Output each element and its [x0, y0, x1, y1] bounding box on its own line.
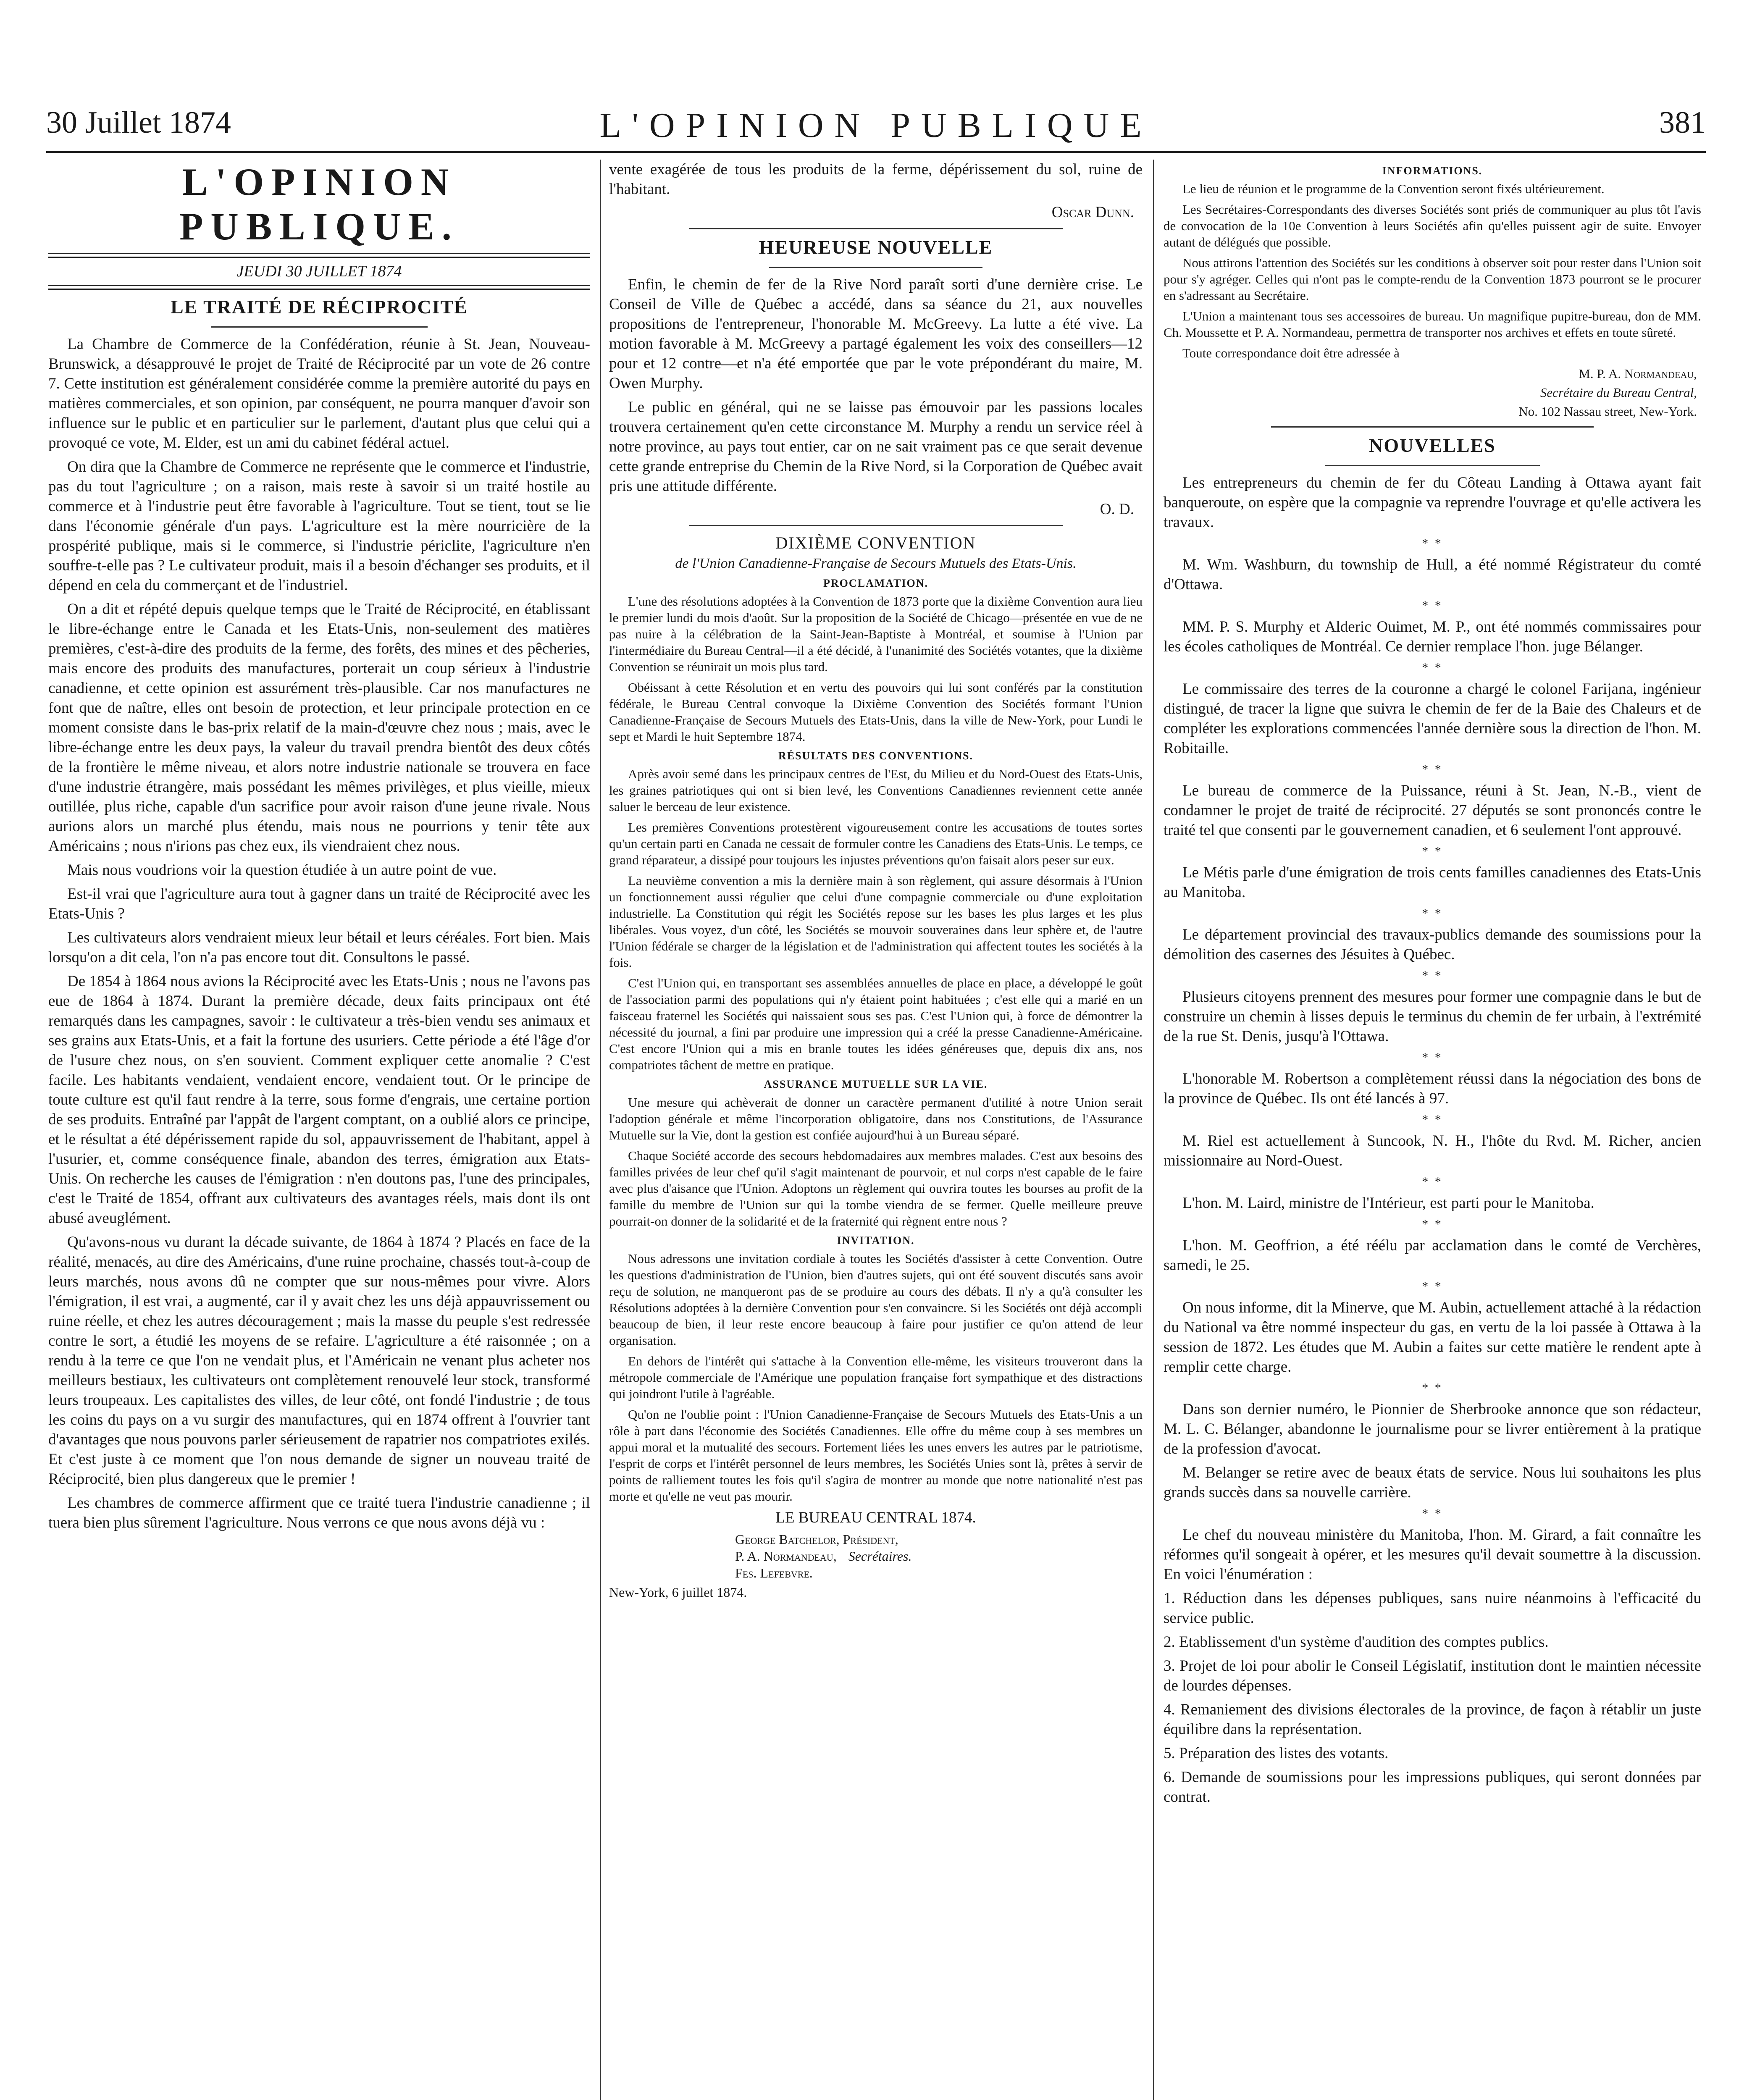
section-heading: RÉSULTATS DES CONVENTIONS. [778, 750, 974, 762]
article-paragraph: Une mesure qui achèverait de donner un caractère permanent d'utilité à notre Union serait l'adoption générale et même l'incorporation obligatoire, dans nos Constitutions, de l'Assurance Mutuelle sur la Vie, dont la gestion est confiée aujourd'hui à un Bureau séparé. [609, 1095, 1143, 1142]
article-paragraph: Mais nous voudrions voir la question étudiée à un autre point de vue. [67, 861, 497, 879]
article-signature: O. D. [1100, 501, 1134, 518]
section-rule [1271, 426, 1594, 428]
news-separator: * * [1422, 844, 1443, 858]
header-rule [46, 151, 1706, 153]
article-paragraph: Le public en général, qui ne se laisse pas émouvoir par les passions locales trouvera certainement qu'en cette circonstance M. Murphy a rendu un service réel à notre province, au pays tout entier, car on ne sait vraiment pas ce que serait devenue cette grande entreprise du Chemin de la Rive Nord, si la Corporation de Québec avait pris une attitude différente. [609, 399, 1143, 495]
masthead-rule [48, 285, 590, 290]
page-header [46, 105, 1706, 151]
article-paragraph: Les chambres de commerce affirment que ce traité tuera l'industrie canadienne ; il tuera bien plus sûrement l'agriculture. Nous verrons ce que nous avons déjà vu : [48, 1494, 590, 1531]
address-role: Secrétaire du Bureau Central, [1540, 385, 1697, 400]
news-separator: * * [1422, 598, 1443, 612]
address-street: No. 102 Nassau street, New-York. [1518, 404, 1697, 419]
info-paragraph: Le lieu de réunion et le programme de la Convention seront fixés ultérieurement. [1182, 181, 1605, 196]
section-heading: ASSURANCE MUTUELLE SUR LA VIE. [764, 1078, 988, 1090]
list-item: 3. Projet de loi pour abolir le Conseil Législatif, institution dont le maintien nécessite de lourdes dépenses. [1164, 1657, 1701, 1694]
news-item: M. Wm. Washburn, du township de Hull, a été nommé Régistrateur du comté d'Ottawa. [1164, 556, 1701, 593]
article-paragraph: Qu'avons-nous vu durant la décade suivante, de 1864 à 1874 ? Placés en face de la réalité, menacés, au dire des Américains, d'une ruine prochaine, chassés tout-à-coup de leurs marchés, nous avons dû ne compter que sur nous-mêmes pour vivre. Alors l'émigration, il est vrai, a augmenté, car il y avait chez les uns déjà appauvrissement ou ruine réelle, et chez les autres découragement ; mais la masse du peuple s'est redressée contre le sort, a étudié les moyens de se refaire. L'agriculture a été raisonnée ; on a rendu à la terre ce que l'on ne vendait plus, et l'Américain ne venant plus acheter nos meilleurs bestiaux, les cultivateurs ont complètement renouvelé leur stock, transformé leurs troupeaux. Les capitalistes des villes, de leur côté, ont fondé l'industrie ; de tous les coins du pays on a vu surgir des manufactures, qui en 1874 offrent à l'ouvrier tant d'avantages que nous pouvons parler sérieusement de rapatrier nos compatriotes exilés. Et c'est juste à ce moment que l'on nous demande de signer un nouveau traité de Réciprocité, bien plus dangereux que le premier ! [48, 1234, 590, 1488]
title-rule [1325, 465, 1540, 466]
list-item: 6. Demande de soumissions pour les impressions publiques, qui seront données par contrat. [1164, 1769, 1701, 1806]
list-item: 2. Etablissement d'un système d'audition des comptes publics. [1164, 1633, 1549, 1651]
news-separator: * * [1422, 762, 1443, 776]
secretaries-label: Secrétaires. [848, 1549, 912, 1564]
news-separator: * * [1422, 1381, 1443, 1395]
article-paragraph: Qu'on ne l'oublie point : l'Union Canadienne-Française de Secours Mutuels des Etats-Unis a un rôle à part dans l'économie des Sociétés Canadiennes. Elle offre du même coup à ses membres un appui moral et la mutualité des secours. Fortement liées les unes envers les autres par le patriotisme, l'esprit de corps et l'intérêt personnel de leurs membres, les Sociétés Unies sont là, prêtes à servir de points de ralliement toutes les fois qu'il s'agira de montrer au monde que notre nationalité n'est pas morte et qu'elle ne veut pas mourir. [609, 1407, 1143, 1504]
news-separator: * * [1422, 1217, 1443, 1231]
header-date: 30 Juillet 1874 [46, 105, 231, 140]
column-3 [1164, 160, 1701, 2100]
section-heading: PROCLAMATION. [823, 577, 929, 589]
article-paragraph: On dira que la Chambre de Commerce ne représente que le commerce et l'industrie, pas du tout l'agriculture ; on a raison, mais reste à savoir si un traité hostile au commerce et à l'industrie peut être favorable à l'agriculture. Tout se tient, tout se lie dans l'économie générale d'un pays. L'agriculture est la mère nourricière de la prospérité publique, mais si le commerce, si l'industrie périclite, l'agriculture n'en souffre-t-elle pas ? Le cultivateur produit, mais il a besoin d'échanger ses produits, et il dépend en cela du commerçant et de l'industriel. [48, 458, 590, 594]
info-paragraph: Les Secrétaires-Correspondants des diverses Sociétés sont priés de communiquer au plus tôt l'avis de convocation de la 10e Convention à leurs Sociétés afin qu'elles puissent agir de suite. Envoyer autant de délégués que possible. [1164, 202, 1701, 249]
article-paragraph: C'est l'Union qui, en transportant ses assemblées annuelles de place en place, a développé le goût de l'association parmi des populations qui n'y étaient point habituées ; c'est elle qui a marié en un faisceau fraternel les Sociétés qui naissaient sous ses pas. C'est l'Union qui, à force de démontrer la nécessité du journal, a fini par produire une impression qui a créé la presse Canadienne-Américaine. C'est encore l'Union qui a mis en branle toutes les idées généreuses que, depuis dix ans, nos compatriotes tâchent de mettre en pratique. [609, 976, 1143, 1072]
article-signature: Oscar Dunn. [1051, 204, 1134, 221]
article-title: DIXIÈME CONVENTION [775, 533, 976, 552]
column-divider [1153, 160, 1154, 2100]
news-separator: * * [1422, 1507, 1443, 1520]
list-item: 5. Préparation des listes des votants. [1164, 1745, 1389, 1762]
informations-text [1164, 181, 1701, 361]
title-rule [769, 267, 982, 268]
convention-text [609, 577, 1143, 1504]
masthead-rule [48, 253, 590, 258]
article-paragraph: Les cultivateurs alors vendraient mieux leur bétail et leurs céréales. Fort bien. Mais lorsqu'on a dit cela, l'on n'a pas encore tout dit. Consultons le passé. [48, 929, 590, 966]
article-paragraph: Enfin, le chemin de fer de la Rive Nord paraît sorti d'une dernière crise. Le Conseil de Ville de Québec a accédé, dans sa séance du 21, aux nouvelles propositions de l'entrepreneur, l'honorable M. McGreevy. La lutte a été vive. La motion favorable à M. McGreevy a partagé également les voix des conseillers—12 pour et 12 contre—et n'a été emportée que par le vote prépondérant du maire, M. Owen Murphy. [609, 276, 1143, 392]
info-paragraph: Toute correspondance doit être adressée à [1182, 346, 1400, 360]
article-title: LE TRAITÉ DE RÉCIPROCITÉ [171, 296, 468, 318]
column-2 [609, 160, 1143, 2100]
article-paragraph: On a dit et répété depuis quelque temps que le Traité de Réciprocité, en établissant le libre-échange entre le Canada et les Etats-Unis, non-seulement des matières premières, c'est-à-dire des produits de la ferme, des forêts, des mines et des pêcheries, mais encore des produits des manufactures, porterait un coup sérieux à l'industrie canadienne, et cette opinion est assurément très-plausible. Car nos manufactures ne font que de naître, elles ont besoin de protection, et leur principale protection en ce moment consiste dans le bas-prix relatif de la main-d'œuvre chez nous ; mais, avec le libre-échange entre les deux pays, la valeur du travail prendra bientôt des deux côtés de la frontière le même niveau, et alors notre industrie nationale se trouvera en face d'une industrie étrangère, mais possédant les mêmes privilèges, et plus vieille, mieux outillée, plus riche, capable d'un sacrifice pour avoir raison d'une jeune rivale. Nous aurions alors un marché plus étendu, mais nous ne pourrions y tenir tête aux Américains ; nous n'irions pas chez eux, ils viendraient chez nous. [48, 601, 590, 855]
article-paragraph: Les premières Conventions protestèrent vigoureusement contre les accusations de toutes sortes qu'un certain parti en Canada ne cessait de formuler contre les Canadiens des Etats-Unis. Le temps, ce grand réparateur, a dissipé pour toujours les injustes préventions qu'on faisait alors peser sur eux. [609, 820, 1143, 867]
article-continuation: vente exagérée de tous les produits de la ferme, dépérissement du sol, ruine de l'habitant. [609, 161, 1143, 198]
column-1 [48, 160, 590, 2100]
info-paragraph: Nous attirons l'attention des Sociétés sur les conditions à observer soit pour rester dans l'Union soit pour s'y agréger. Celles qui n'ont pas le compte-rendu de la Convention 1873 pourront se le procurer en s'adressant au Secrétaire. [1164, 255, 1701, 303]
article-paragraph: En dehors de l'intérêt qui s'attache à la Convention elle-même, les visiteurs trouveront dans la métropole commerciale de l'Amérique une population française fort sympathique et des distractions qui joindront l'utile à l'agréable. [609, 1354, 1143, 1401]
news-item: M. Riel est actuellement à Suncook, N. H., l'hôte du Rvd. M. Richer, ancien missionnaire au Nord-Ouest. [1164, 1132, 1701, 1169]
news-item: Les entrepreneurs du chemin de fer du Côteau Landing à Ottawa ayant fait banqueroute, on espère que la compagnie va reprendre l'ouvrage et qu'elle activera les travaux. [1164, 474, 1701, 531]
list-item: 4. Remaniement des divisions électorales de la province, de façon à rétablir un juste équilibre dans la représentation. [1164, 1701, 1701, 1738]
news-item: Le Métis parle d'une émigration de trois cents familles canadiennes des Etats-Unis au Manitoba. [1164, 864, 1701, 901]
news-separator: * * [1422, 1279, 1443, 1293]
news-item: Dans son dernier numéro, le Pionnier de Sherbrooke annonce que son rédacteur, M. L. C. Bélanger, abandonne le journalisme pour se livrer entièrement à la pratique de la profession d'avocat. [1164, 1401, 1701, 1457]
article-paragraph: La neuvième convention a mis la dernière main à son règlement, qui assure désormais à l'Union un fonctionnement aussi régulier que celui d'une compagnie commerciale ou d'une exploitation industrielle. La Constitution qui régit les Sociétés repose sur les bases les plus larges et les plus libérales. Vous voyez, d'un côté, les Sociétés se mouvoir souveraines dans leur sphère et, de l'autre l'Union fédérale se charger de la législation et de l'administration qui affectent toutes les sociétés à la fois. [609, 873, 1143, 970]
article-paragraph: Nous adressons une invitation cordiale à toutes les Sociétés d'assister à cette Convention. Outre les questions d'administration de l'Union, bien d'autres sujets, qui ont été souvent discutés sans avoir reçu de solution, ne manqueront pas de se produire au cours des débats. Il n'y a qu'à consulter les Résolutions adoptées à la dernière Convention pour s'en convaincre. Si les Sociétés ont déjà accompli beaucoup de bien, il leur reste encore beaucoup à faire pour justifier ce qu'on attend de leur organisation. [609, 1251, 1143, 1348]
news-separator: * * [1422, 906, 1443, 920]
dateline: New-York, 6 juillet 1874. [609, 1585, 747, 1600]
article-title: HEUREUSE NOUVELLE [759, 236, 993, 258]
news-item: M. Belanger se retire avec de beaux états de service. Nous lui souhaitons les plus grands succès dans sa nouvelle carrière. [1164, 1464, 1701, 1501]
news-item: Plusieurs citoyens prennent des mesures pour former une compagnie dans le but de construire un chemin à lisses depuis le terminus du chemin de fer urbain, à l'extrémité de la rue St. Denis, jusqu'à l'Ottawa. [1164, 988, 1701, 1045]
secretary-signature: Fes. Lefebvre. [735, 1565, 813, 1580]
section-heading: INFORMATIONS. [1382, 165, 1483, 177]
news-item: L'hon. M. Laird, ministre de l'Intérieur, est parti pour le Manitoba. [1182, 1194, 1594, 1212]
article-paragraph: L'une des résolutions adoptées à la Convention de 1873 porte que la dixième Convention aura lieu le premier lundi du mois d'août. Sur la proposition de la Société de Chicago—présentée en vue de ne pas nuire à la célébration de la Saint-Jean-Baptiste à Montréal, et soumise à l'Union par l'intermédiaire du Bureau Central—il a été décidé, à l'unanimité des Sociétés votantes, que la dixième Convention se réunirait un mois plus tard. [609, 594, 1143, 674]
secretary-name: P. A. Normandeau, [735, 1549, 837, 1564]
article-paragraph: Chaque Société accorde des secours hebdomadaires aux membres malades. C'est aux besoins des familles privées de leur chef qu'il s'agit maintenant de pourvoir, et nul corps n'est capable de le faire avec plus d'aisance que l'Union. Adoptons un règlement qui ouvrira toutes les bourses au profit de la famille du membre de l'Union sur qui la tombe viendra de se fermer. Quelle meilleure preuve pourrait-on donner de la solidarité et de la fraternité qui règnent entre nous ? [609, 1148, 1143, 1228]
news-item: On nous informe, dit la Minerve, que M. Aubin, actuellement attaché à la rédaction du National va être nommé inspecteur du gas, en vertu de la loi passée à Ottawa à la session de 1872. Les études que M. Aubin a faites sur cette matière le rendent apte à remplir cette charge. [1164, 1299, 1701, 1376]
news-item: Le bureau de commerce de la Puissance, réuni à St. Jean, N.-B., vient de condamner le projet de traité de réciprocité. 27 députés se sont prononcés contre le traité tel que consenti par le gouvernement canadien, et 6 seulement l'ont approuvé. [1164, 782, 1701, 839]
news-separator: * * [1422, 661, 1443, 675]
column-divider [600, 160, 601, 2100]
header-title: L'OPINION PUBLIQUE [599, 106, 1153, 145]
news-separator: * * [1422, 536, 1443, 550]
article-paragraph: Après avoir semé dans les principaux centres de l'Est, du Milieu et du Nord-Ouest des Etats-Unis, les graines patriotiques qui ont si bien levé, les Conventions Canadiennes reviennent cette année saluer le berceau de leur existence. [609, 766, 1143, 814]
info-paragraph: L'Union a maintenant tous ses accessoires de bureau. Un magnifique pupitre-bureau, don de MM. Ch. Moussette et P. A. Normandeau, permettra de transporter nos archives et effets en toute sûreté. [1164, 309, 1701, 340]
president-signature: George Batchelor, Président, [735, 1532, 898, 1547]
section-rule [689, 228, 1063, 229]
address-name: M. P. A. Normandeau, [1579, 366, 1697, 381]
secretary-signature [735, 1548, 1143, 1564]
signature-block [735, 1531, 1143, 1581]
section-rule [689, 525, 1063, 526]
masthead: L'OPINION PUBLIQUE. [179, 160, 459, 248]
article-paragraph: Obéissant à cette Résolution et en vertu des pouvoirs qui lui sont conférés par la constitution fédérale, le Bureau Central convoque la Dixième Convention des Sociétés formant l'Union Canadienne-Française de Secours Mutuels des Etats-Unis, dans la ville de New-York, pour Lundi le sept et Mardi le huit Septembre 1874. [609, 680, 1143, 744]
news-item: Le département provincial des travaux-publics demande des soumissions pour la démolition des casernes des Jésuites à Québec. [1164, 926, 1701, 963]
reform-list [1164, 1588, 1701, 1807]
article-paragraph: Est-il vrai que l'agriculture aura tout à gagner dans un traité de Réciprocité avec les Etats-Unis ? [48, 885, 590, 922]
issue-date: JEUDI 30 JUILLET 1874 [236, 262, 402, 280]
news-separator: * * [1422, 1050, 1443, 1064]
bureau-line: LE BUREAU CENTRAL 1874. [775, 1509, 976, 1526]
news-item: MM. P. S. Murphy et Alderic Ouimet, M. P., ont été nommés commissaires pour les écoles catholiques de Montréal. Ce dernier remplace l'hon. juge Bélanger. [1164, 618, 1701, 655]
news-item: L'hon. M. Geoffrion, a été réélu par acclamation dans le comté de Verchères, samedi, le 25. [1164, 1237, 1701, 1274]
article-paragraph: La Chambre de Commerce de la Confédération, réunie à St. Jean, Nouveau-Brunswick, a désapprouvé le projet de Traité de Réciprocité par un vote de 26 contre 7. Cette institution est généralement considérée comme la première autorité du pays en matières commerciales, et son opinion, par conséquent, ne pourra manquer d'avoir son influence sur le public et en particulier sur le parlement, d'autant plus que celui qui a provoqué ce vote, M. Elder, est un ami du cabinet fédéral actuel. [48, 336, 590, 452]
list-item: 1. Réduction dans les dépenses publiques, sans nuire néanmoins à l'efficacité du service public. [1164, 1590, 1701, 1627]
news-item: Le chef du nouveau ministère du Manitoba, l'hon. M. Girard, a fait connaître les réformes qu'il songeait à opérer, et les mesures qu'il devait soumettre à la discussion. En voici l'énumération : [1164, 1526, 1701, 1583]
news-separator: * * [1422, 1175, 1443, 1189]
article-title: NOUVELLES [1369, 435, 1496, 456]
section-heading: INVITATION. [837, 1234, 915, 1247]
title-rule [211, 326, 428, 328]
article-paragraph: De 1854 à 1864 nous avions la Réciprocité avec les Etats-Unis ; nous ne l'avons pas eue de 1864 à 1874. Durant la première décade, deux faits principaux ont été remarqués dans les campagnes, savoir : le cultivateur a très-bien vendu ses animaux et ses grains aux Etats-Unis, et a fait la fortune des usuriers. Cette période a été l'âge d'or de l'usure chez nous, on s'en souvient. Comment expliquer cette anomalie ? C'est facile. Les habitants vendaient, vendaient encore, vendaient tout. Or le principe de toute culture est qu'il faut rendre à la terre, sous forme d'engrais, une certaine portion de ses produits. Entraîné par l'appât de l'argent comptant, on a oublié alors ce principe, et le résultat a été dépérissement rapide du sol, appauvrissement de l'habitant, appel à l'usurier, et, comme conséquence finale, abandon des terres, émigration aux Etats-Unis. On recherche les causes de l'émigration : n'en doutons pas, l'une des principales, c'est le Traité de 1854, offrant aux cultivateurs des avantages réels, mais dont ils ont abusé aveuglément. [48, 973, 590, 1227]
news-separator: * * [1422, 969, 1443, 982]
news-item: L'honorable M. Robertson a complètement réussi dans la négociation des bons de la province de Québec. Ils ont été lancés à 97. [1164, 1070, 1701, 1107]
news-separator: * * [1422, 1113, 1443, 1126]
page-number: 381 [1659, 105, 1706, 140]
news-item: Le commissaire des terres de la couronne a chargé le colonel Farijana, ingénieur distingué, de tracer la ligne que suivra le chemin de fer de la Baie des Chaleurs et de compléter les explorations commencées l'année dernière sous la direction de l'hon. M. Robitaille. [1164, 680, 1701, 757]
article-subtitle: de l'Union Canadienne-Française de Secours Mutuels des Etats-Unis. [675, 556, 1077, 571]
